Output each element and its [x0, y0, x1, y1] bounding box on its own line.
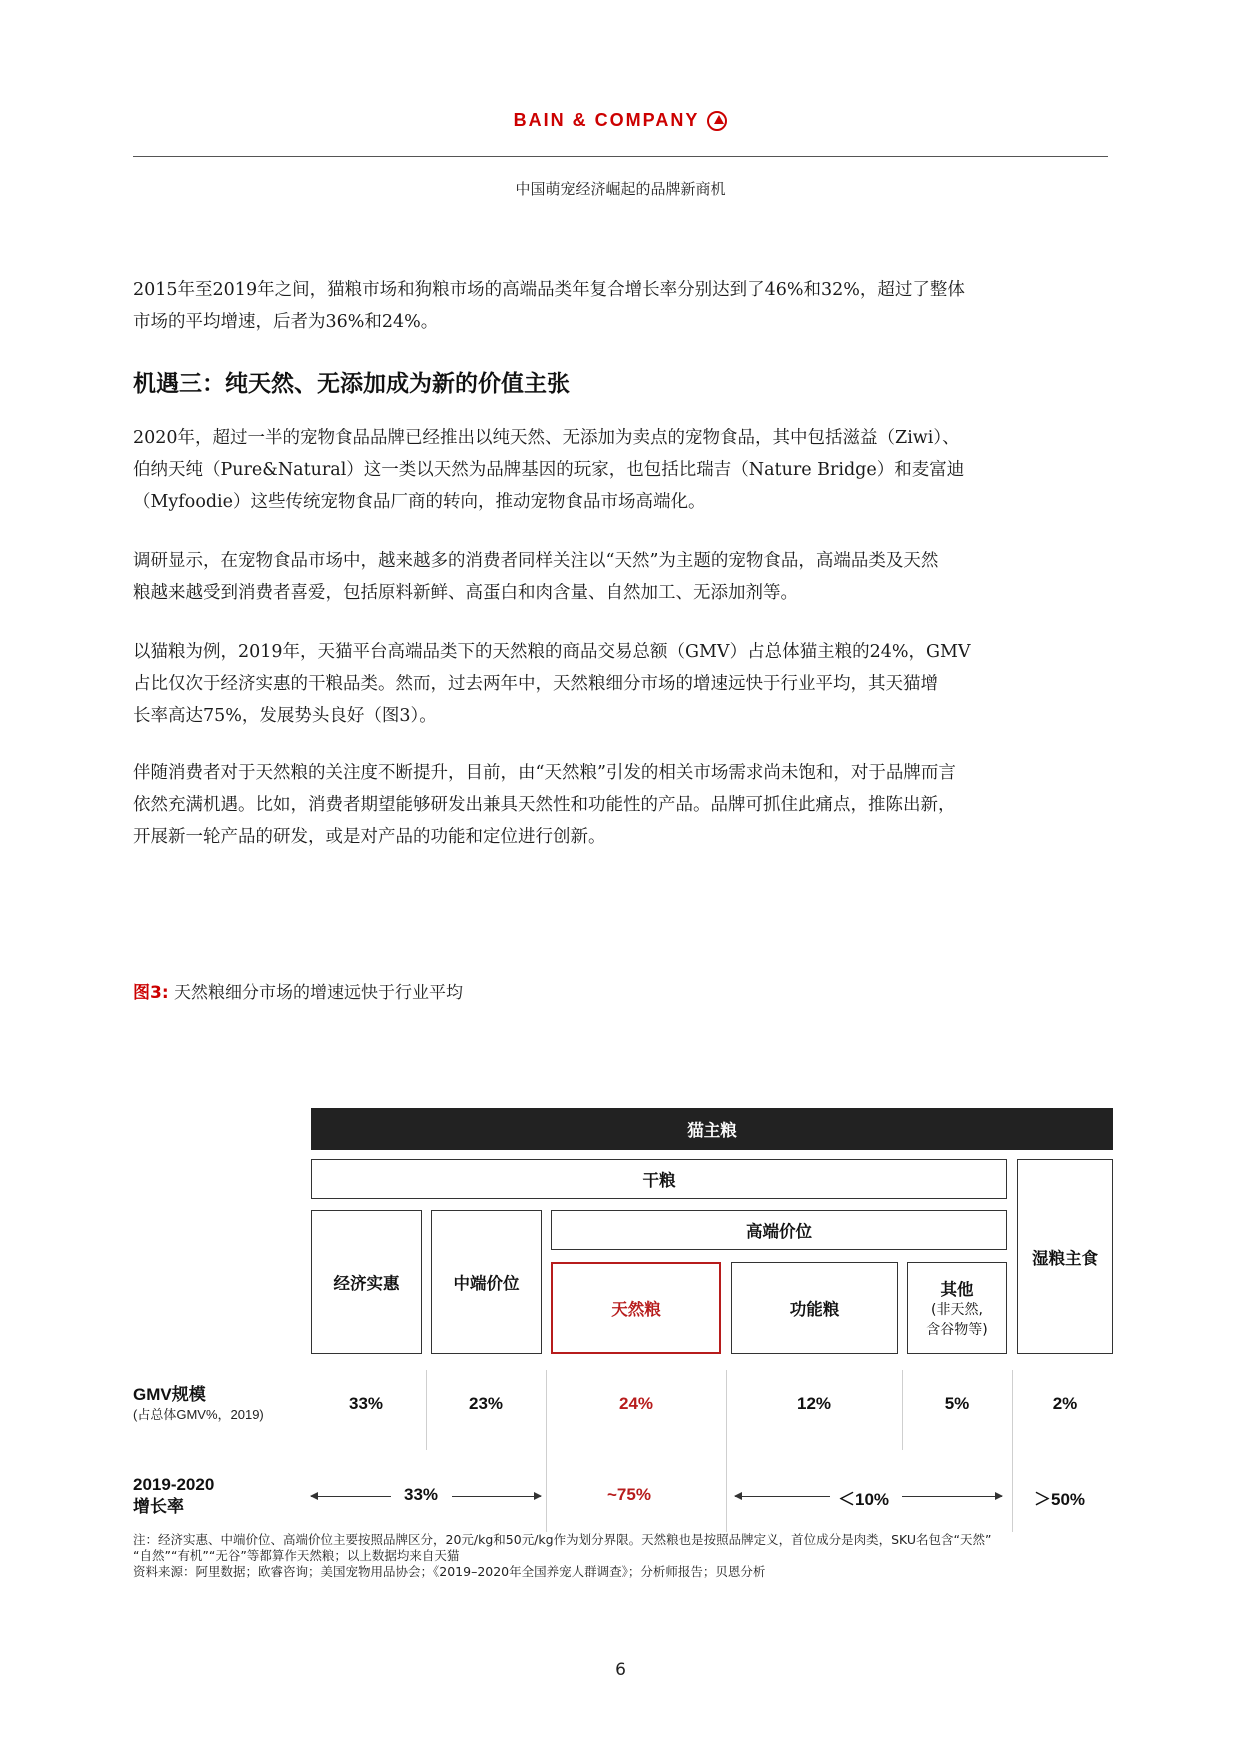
paragraph-4: 伴随消费者对于天然粮的关注度不断提升，目前，由“天然粮”引发的相关市场需求尚未饱和，对于品牌而言 依然充满机遇。比如，消费者期望能够研发出兼具天然性和功能性的产品。品牌可抓住此痛点，推陈出新， 开展新一轮产品的研发，或是对产品的功能和定位进行创新。	[133, 763, 956, 847]
paragraph-1: 2020年，超过一半的宠物食品品牌已经推出以纯天然、无添加为卖点的宠物食品，其中包括滋益（Ziwi）、 伯纳天纯（Pure&Natural）这一类以天然为品牌基因的玩家，也包括比瑞吉（Nature Bridge）和麦富迪 （Myfoodie）这些传统宠物食品厂商的转向，推动宠物食品市场高端化。	[133, 428, 965, 512]
premium-label: 高端价位	[746, 1222, 812, 1241]
gmv-label: GMV规模	[133, 1385, 206, 1404]
growth-value-natural: ~75%	[603, 1485, 655, 1505]
paragraph-2: 调研显示，在宠物食品市场中，越来越多的消费者同样关注以“天然”为主题的宠物食品，高端品类及天然 粮越来越受到消费者喜爱，包括原料新鲜、高蛋白和肉含量、自然加工、无添加剂等。	[133, 551, 939, 603]
growth-arrow-right	[902, 1496, 1002, 1497]
note-line-2: “自然”“有机”“无谷”等都算作天然粮；以上数据均来自天猫	[133, 1548, 460, 1563]
growth-row-label	[133, 1474, 214, 1518]
figure-caption-text: 天然粮细分市场的增速远快于行业平均	[174, 983, 464, 1003]
page-number: 6	[615, 1660, 626, 1680]
figure-number: 图3:	[133, 983, 169, 1003]
other-box	[907, 1262, 1007, 1354]
source-line: 资料来源：阿里数据；欧睿咨询；美国宠物用品协会；《2019–2020年全国养宠人群调查》；分析师报告；贝恩分析	[133, 1564, 766, 1579]
section-heading: 机遇三：纯天然、无添加成为新的价值主张	[133, 371, 570, 397]
premium-bar	[551, 1210, 1007, 1250]
bain-logo	[0, 110, 1241, 131]
growth-value-wet: ＞50%	[1030, 1485, 1089, 1510]
gmv-sublabel: (占总体GMV%，2019)	[133, 1407, 264, 1422]
natural-food-label: 天然粮	[611, 1300, 661, 1319]
header-divider	[133, 156, 1108, 157]
gmv-row-label	[133, 1384, 264, 1424]
mid-price-box	[431, 1210, 542, 1354]
other-label: 其他	[940, 1280, 974, 1299]
gmv-value-mid: 23%	[468, 1394, 504, 1413]
other-sublabel-1: (非天然,	[931, 1302, 983, 1318]
wet-food-box	[1017, 1159, 1113, 1354]
column-divider	[726, 1370, 727, 1532]
gmv-value-functional: 12%	[796, 1394, 832, 1413]
note-line-1: 注：经济实惠、中端价位、高端价位主要按照品牌区分，20元/kg和50元/kg作为划分界限。天然粮也是按照品牌定义，首位成分是肉类，SKU名包含“天然”	[133, 1532, 992, 1547]
paragraph-3: 以猫粮为例，2019年，天猫平台高端品类下的天然粮的商品交易总额（GMV）占总体猫主粮的24%，GMV 占比仅次于经济实惠的干粮品类。然而，过去两年中，天然粮细分市场的增速远快于行业平均，其天猫增 长率高达75%，发展势头良好（图3）。	[133, 642, 971, 726]
growth-label-line1: 2019-2020	[133, 1475, 215, 1494]
dry-food-label: 干粮	[642, 1171, 676, 1190]
growth-label-line2: 增长率	[133, 1497, 184, 1516]
cat-staple-bar	[311, 1108, 1113, 1150]
column-divider	[546, 1370, 547, 1532]
growth-value-economy-mid: 33%	[400, 1485, 442, 1505]
gmv-value-other: 5%	[944, 1394, 970, 1413]
other-sublabel-2: 含谷物等)	[926, 1322, 988, 1338]
figure-notes	[133, 1532, 1108, 1580]
economy-label: 经济实惠	[333, 1274, 400, 1293]
growth-arrow-left	[735, 1496, 830, 1497]
natural-food-box	[551, 1262, 721, 1354]
growth-value-functional-other: ＜10%	[834, 1485, 893, 1510]
intro-paragraph: 2015年至2019年之间，猫粮市场和狗粮市场的高端品类年复合增长率分别达到了46%和32%，超过了整体 市场的平均增速，后者为36%和24%。	[133, 280, 965, 332]
functional-food-label: 功能粮	[789, 1300, 840, 1319]
growth-arrow-left	[311, 1496, 391, 1497]
economy-box	[311, 1210, 422, 1354]
growth-arrow-right	[452, 1496, 541, 1497]
mid-price-label: 中端价位	[453, 1274, 520, 1293]
bain-logo-icon	[707, 111, 727, 131]
gmv-value-natural: 24%	[618, 1394, 654, 1413]
document-title: 中国萌宠经济崛起的品牌新商机	[515, 180, 726, 198]
dry-food-bar	[311, 1159, 1007, 1199]
functional-food-box	[731, 1262, 898, 1354]
gmv-value-wet: 2%	[1052, 1394, 1078, 1413]
cat-staple-label: 猫主粮	[687, 1121, 737, 1140]
logo-text: BAIN & COMPANY	[513, 110, 700, 130]
figure-caption	[133, 978, 463, 1003]
gmv-value-economy: 33%	[348, 1394, 384, 1413]
wet-food-label: 湿粮主食	[1032, 1248, 1098, 1268]
